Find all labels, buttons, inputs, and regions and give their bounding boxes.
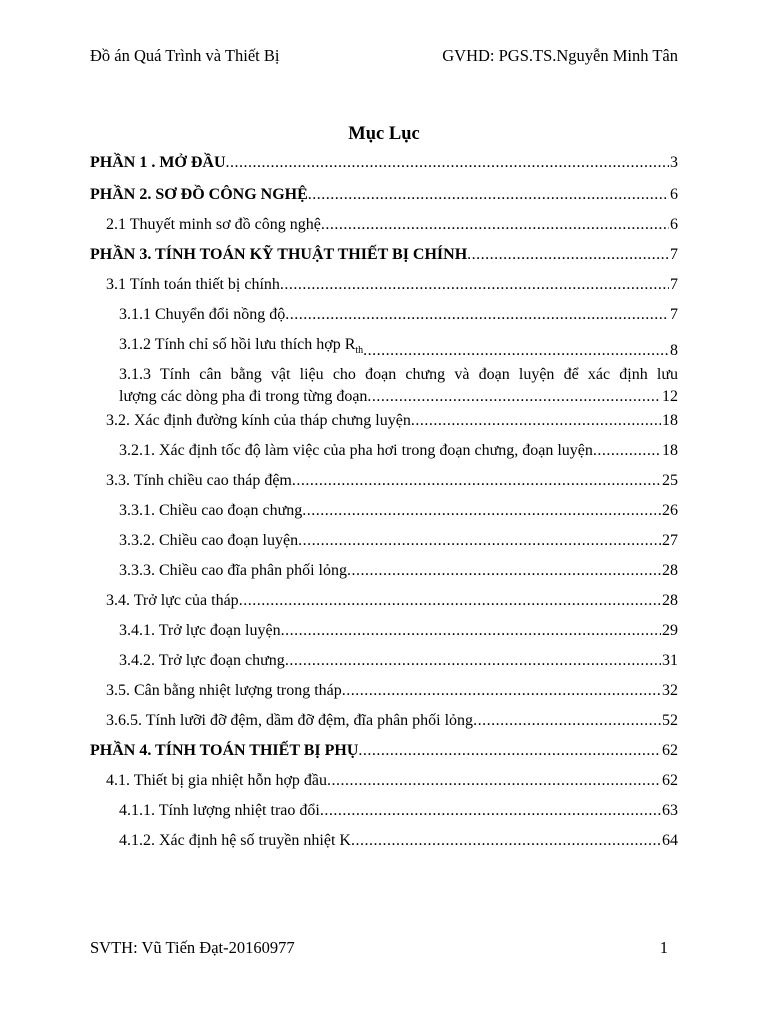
toc-entry[interactable]	[119, 830, 678, 852]
toc-entry-label	[119, 440, 593, 462]
toc-entry-text: 3.3.1. Chiều cao đoạn chưng	[119, 502, 303, 519]
toc-entry[interactable]	[90, 152, 678, 174]
toc-leader-dots	[467, 244, 669, 266]
toc-page-number: 7	[670, 276, 678, 293]
toc-entry-text: 3.6.5. Tính lưỡi đỡ đệm, dầm đỡ đệm, đĩa phân phối lỏng	[106, 712, 474, 729]
toc-entry-text: 3.1.2 Tính chỉ số hồi lưu thích hợp R	[119, 336, 356, 353]
toc-entry-text: 4.1.2. Xác định hệ số truyền nhiệt K	[119, 832, 351, 849]
toc-page-number: 62	[662, 772, 678, 789]
toc-entry[interactable]	[119, 334, 678, 362]
toc-page-number: 25	[662, 472, 678, 489]
toc-entry[interactable]	[106, 590, 678, 612]
toc-entry-subscript: th	[355, 345, 364, 357]
toc-entry-label	[106, 470, 292, 492]
toc-page-number: 18	[662, 412, 678, 429]
toc-entry[interactable]	[106, 470, 678, 492]
toc-entry-text: 3.1.1 Chuyển đổi nồng độ	[119, 306, 286, 323]
toc-entry[interactable]	[119, 650, 678, 672]
toc-leader-dots	[226, 152, 669, 174]
toc-leader-dots	[347, 560, 661, 582]
toc-entry[interactable]	[106, 214, 678, 236]
toc-entry[interactable]	[119, 500, 678, 522]
toc-entry-label	[119, 650, 285, 672]
toc-entry-text: 3.4.2. Trở lực đoạn chưng	[119, 652, 285, 669]
toc-entry[interactable]	[119, 800, 678, 822]
toc-leader-dots	[292, 470, 661, 492]
toc-entry[interactable]	[90, 740, 678, 762]
page-header	[90, 46, 678, 66]
toc-entry[interactable]	[90, 184, 678, 206]
toc-page-number: 29	[662, 622, 678, 639]
toc-page-number: 3	[670, 154, 678, 171]
toc-leader-dots	[367, 386, 661, 408]
toc-leader-dots	[308, 184, 669, 206]
toc-entry-label	[119, 530, 298, 552]
toc-leader-dots	[411, 410, 661, 432]
toc-page-number: 32	[662, 682, 678, 699]
toc-entry-label	[106, 214, 321, 236]
toc-entry[interactable]	[90, 244, 678, 266]
toc-entry[interactable]	[106, 770, 678, 792]
toc-entry-text: 4.1. Thiết bị gia nhiệt hỗn hợp đầu	[106, 772, 328, 789]
toc-page-number: 62	[662, 742, 678, 759]
toc-page-number: 26	[662, 502, 678, 519]
toc-entry-text: 3.5. Cân bằng nhiệt lượng trong tháp	[106, 682, 342, 699]
toc-page-number: 64	[662, 832, 678, 849]
toc-leader-dots	[327, 770, 661, 792]
toc-entry-label	[106, 710, 473, 732]
toc-entry-text: PHẦN 4. TÍNH TOÁN THIẾT BỊ PHỤ	[90, 742, 359, 759]
toc-entry-label	[119, 620, 281, 642]
toc-title: Mục Lục	[348, 124, 420, 144]
toc-page-number: 31	[662, 652, 678, 669]
toc-page-number: 7	[670, 246, 678, 263]
toc-entry[interactable]	[106, 274, 678, 296]
toc-page-number: 28	[662, 562, 678, 579]
page-footer	[90, 938, 668, 958]
toc-page-number: 7	[670, 306, 678, 323]
toc-entry-text: 3.1 Tính toán thiết bị chính	[106, 276, 280, 293]
toc-entry-label-continuation: lượng các dòng pha đi trong từng đoạn	[119, 388, 368, 405]
toc-entry-label	[90, 244, 467, 266]
header-course-title: Đồ án Quá Trình và Thiết Bị	[90, 46, 280, 65]
toc-entry-label	[106, 274, 280, 296]
toc-page-number: 63	[662, 802, 678, 819]
toc-entry[interactable]	[119, 620, 678, 642]
toc-entry-text: 3.3.3. Chiều cao đĩa phân phối lỏng	[119, 562, 347, 579]
toc-leader-dots	[285, 304, 669, 326]
toc-entry-text: 3.3.2. Chiều cao đoạn luyện	[119, 532, 299, 549]
toc-entry-label	[106, 410, 411, 432]
toc-page-number: 6	[670, 216, 678, 233]
toc-entry-text: PHẦN 1 . MỞ ĐẦU	[90, 154, 226, 171]
toc-leader-dots	[302, 500, 661, 522]
toc-leader-dots	[320, 800, 661, 822]
toc-entry-label	[106, 770, 327, 792]
toc-leader-dots	[342, 680, 661, 702]
toc-entry[interactable]	[119, 364, 678, 408]
toc-entry-text: 3.4. Trở lực của tháp	[106, 592, 239, 609]
toc-entry-text: 3.2. Xác định đường kính của tháp chưng luyện	[106, 412, 411, 429]
footer-student: SVTH: Vũ Tiến Đạt-20160977	[90, 938, 295, 957]
footer-page-number: 1	[659, 938, 668, 957]
toc-page-number: 12	[662, 388, 678, 405]
toc-entry-label	[90, 152, 226, 174]
toc-page-number: 52	[662, 712, 678, 729]
toc-entry-label: 3.1.3 Tính cân bằng vật liệu cho đoạn chưng và đoạn luyện để xác định lưu	[119, 366, 678, 383]
toc-leader-dots	[321, 214, 669, 236]
toc-leader-dots	[280, 274, 669, 296]
toc-entry-label	[119, 500, 302, 522]
toc-entry-label	[119, 334, 363, 362]
toc-entry[interactable]	[119, 530, 678, 552]
toc-entry-label	[119, 304, 285, 326]
toc-entry-text: 3.3. Tính chiều cao tháp đệm	[106, 472, 292, 489]
toc-entry-label	[90, 184, 308, 206]
toc-page-number: 27	[662, 532, 678, 549]
toc-entry-label	[90, 740, 358, 762]
toc-entry-text: 4.1.1. Tính lượng nhiệt trao đổi	[119, 802, 320, 819]
header-supervisor: GVHD: PGS.TS.Nguyễn Minh Tân	[442, 46, 678, 65]
toc-entry[interactable]	[106, 710, 678, 732]
toc-entry[interactable]	[106, 410, 678, 432]
toc-entry-text: PHẦN 3. TÍNH TOÁN KỸ THUẬT THIẾT BỊ CHÍNH	[90, 246, 468, 263]
toc-entry-text: 3.2.1. Xác định tốc độ làm việc của pha hơi trong đoạn chưng, đoạn luyện	[119, 442, 593, 459]
toc-leader-dots	[358, 740, 661, 762]
toc-entry[interactable]	[119, 304, 678, 326]
toc-page-number: 8	[670, 342, 678, 360]
toc-entry-text: 3.4.1. Trở lực đoạn luyện	[119, 622, 281, 639]
toc-leader-dots	[298, 530, 661, 552]
toc-page-number: 18	[662, 442, 678, 459]
toc-leader-dots	[281, 620, 661, 642]
toc-entry-label	[106, 680, 342, 702]
toc-leader-dots	[363, 340, 669, 362]
toc-entry-text: 2.1 Thuyết minh sơ đồ công nghệ	[106, 216, 321, 233]
toc-entry[interactable]	[106, 680, 678, 702]
toc-leader-dots	[285, 650, 661, 672]
toc-page-number: 6	[670, 186, 678, 203]
toc-page-number: 28	[662, 592, 678, 609]
toc-leader-dots	[593, 440, 661, 462]
toc-entry-label	[119, 800, 320, 822]
toc-leader-dots	[239, 590, 661, 612]
toc-entry-label	[119, 830, 351, 852]
toc-entry[interactable]	[119, 560, 678, 582]
toc-entry-label	[106, 590, 239, 612]
toc-entry-text: PHẦN 2. SƠ ĐỒ CÔNG NGHỆ	[90, 186, 308, 203]
toc-leader-dots	[473, 710, 661, 732]
toc-entry[interactable]	[119, 440, 678, 462]
toc-leader-dots	[351, 830, 661, 852]
toc-entry-label	[119, 560, 347, 582]
toc-entry-continuation	[119, 386, 678, 408]
